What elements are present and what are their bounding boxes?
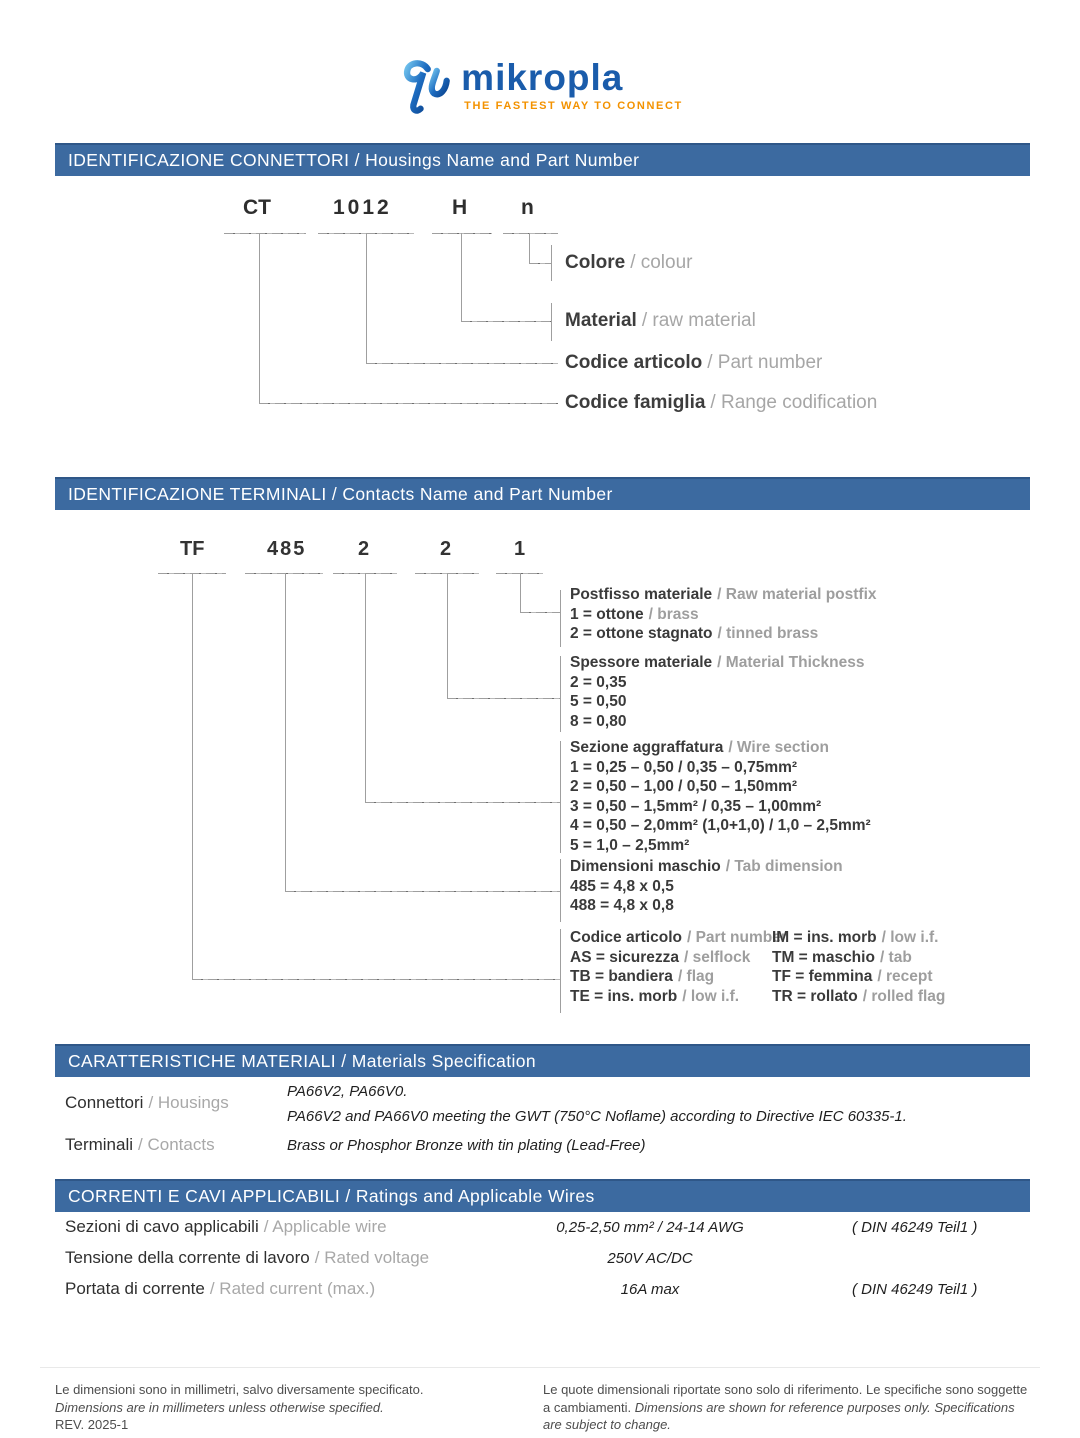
diagram-line <box>560 656 561 732</box>
row-value: PA66V2, PA66V0. <box>287 1083 408 1100</box>
diagram-line <box>285 891 560 892</box>
diagram-line <box>285 573 286 891</box>
mikropla-logo <box>397 58 683 123</box>
diagram-underline <box>224 233 306 234</box>
footer-line: Le dimensioni sono in millimetri, salvo diversamente specificato. <box>55 1382 424 1397</box>
code-token: 2 <box>440 538 452 560</box>
section-header-housings: IDENTIFICAZIONE CONNETTORI / Housings Name and Part Number <box>55 143 1030 176</box>
section-header-ratings: CORRENTI E CAVI APPLICABILI / Ratings and Applicable Wires <box>55 1179 1030 1212</box>
diagram-line <box>192 979 560 980</box>
diagram-label: Codice famiglia / Range codification <box>565 392 878 413</box>
code-token: CT <box>243 196 271 219</box>
diagram-label: Codice articolo / Part number <box>565 352 823 373</box>
section-header-materials: CARATTERISTICHE MATERIALI / Materials Specification <box>55 1044 1030 1077</box>
diagram-line <box>259 233 260 403</box>
footer-text: Dimensions are shown for reference purposes only. Specifications are subject to change. <box>543 1399 1015 1432</box>
diagram-line <box>259 403 558 404</box>
row-label: Connettori / Housings <box>65 1093 229 1112</box>
diagram-label: Colore / colour <box>565 252 693 273</box>
diagram-underline <box>503 233 558 234</box>
diagram-line <box>366 233 367 363</box>
diagram-line <box>365 573 366 802</box>
row-note: ( DIN 46249 Teil1 ) <box>852 1281 978 1298</box>
row-label: Tensione della corrente di lavoro / Rated voltage <box>65 1248 430 1267</box>
row-value: Brass or Phosphor Bronze with tin plating (Lead-Free) <box>287 1137 646 1154</box>
diagram-line <box>551 303 552 341</box>
diagram-label-block: Codice articolo / Part number AS = sicurezza / selflock TB = bandiera / flag TE = ins. morb / low i.f. <box>570 929 787 1005</box>
diagram-line <box>365 802 560 803</box>
section-header-contacts: IDENTIFICAZIONE TERMINALI / Contacts Name and Part Number <box>55 477 1030 510</box>
row-label: Terminali / Contacts <box>65 1135 215 1154</box>
diagram-label-block: IM = ins. morb / low i.f. TM = maschio / tab TF = femmina / recept TR = rollato / rolled flag <box>772 929 946 1005</box>
diagram-line <box>529 263 551 264</box>
revision-label: REV. 2025-1 <box>55 1417 129 1432</box>
diagram-label-block: Postfisso materiale / Raw material postfix 1 = ottone / brass 2 = ottone stagnato / tinned brass <box>570 586 877 642</box>
diagram-line <box>461 233 462 321</box>
diagram-label: Material / raw material <box>565 310 756 331</box>
row-label: Sezioni di cavo applicabili / Applicable wire <box>65 1217 387 1236</box>
diagram-label-block: Dimensioni maschio / Tab dimension 485 = 4,8 x 0,5 488 = 4,8 x 0,8 <box>570 858 843 914</box>
diagram-line <box>520 573 521 612</box>
code-token: n <box>521 196 534 219</box>
diagram-line <box>529 233 530 263</box>
code-token: H <box>452 196 468 219</box>
row-label: Portata di corrente / Rated current (max.) <box>65 1279 376 1298</box>
row-value: 0,25-2,50 mm² / 24-14 AWG <box>556 1219 744 1236</box>
diagram-line <box>560 741 561 853</box>
diagram-line <box>447 573 448 698</box>
footer-divider <box>40 1367 1040 1368</box>
footer-text: Le quote dimensionali riportate sono solo di riferimento. Le specifiche sono soggette a cambiamenti. <box>543 1382 1028 1415</box>
footer-note-left <box>55 1381 525 1434</box>
diagram-line <box>560 929 561 1013</box>
diagram-line <box>560 590 561 647</box>
diagram-underline <box>245 573 323 574</box>
code-token: 1012 <box>333 196 392 219</box>
row-value: 16A max <box>620 1281 680 1298</box>
diagram-line <box>447 698 560 699</box>
code-token: TF <box>180 538 205 560</box>
diagram-label-block: Sezione aggraffatura / Wire section 1 = 0,25 – 0,50 / 0,35 – 0,75mm² 2 = 0,50 – 1,00 / 0,50 – 1,50mm² 3 = 0,50 – 1,5mm² / 0,35 – 1,00mm² 4 = 0,50 – 2,0mm² (1,0+1,0) / 1,0 – 2,5mm² 5 = 1,0 – 2,5mm² <box>570 739 871 854</box>
diagram-line <box>461 321 551 322</box>
row-value: PA66V2 and PA66V0 meeting the GWT (750°C Noflame) according to Directive IEC 60335-1. <box>287 1108 907 1125</box>
footer-note-right <box>543 1381 1030 1434</box>
code-token: 485 <box>267 538 307 560</box>
code-token: 2 <box>358 538 370 560</box>
row-value: 250V AC/DC <box>607 1250 693 1267</box>
diagram-line <box>560 859 561 922</box>
brand-wordmark: mikropla <box>461 57 624 98</box>
footer-line: Dimensions are in millimeters unless otherwise specified. <box>55 1399 384 1415</box>
code-token: 1 <box>514 538 526 560</box>
row-note: ( DIN 46249 Teil1 ) <box>852 1219 978 1236</box>
diagram-line <box>551 245 552 281</box>
brand-tagline: THE FASTEST WAY TO CONNECT <box>464 100 683 112</box>
logo-text <box>461 58 683 112</box>
mikropla-logo-icon <box>397 58 451 123</box>
diagram-line <box>192 573 193 979</box>
diagram-label-block: Spessore materiale / Material Thickness 2 = 0,35 5 = 0,50 8 = 0,80 <box>570 654 865 730</box>
diagram-line <box>366 363 558 364</box>
diagram-line <box>520 612 560 613</box>
diagram-underline <box>432 233 492 234</box>
